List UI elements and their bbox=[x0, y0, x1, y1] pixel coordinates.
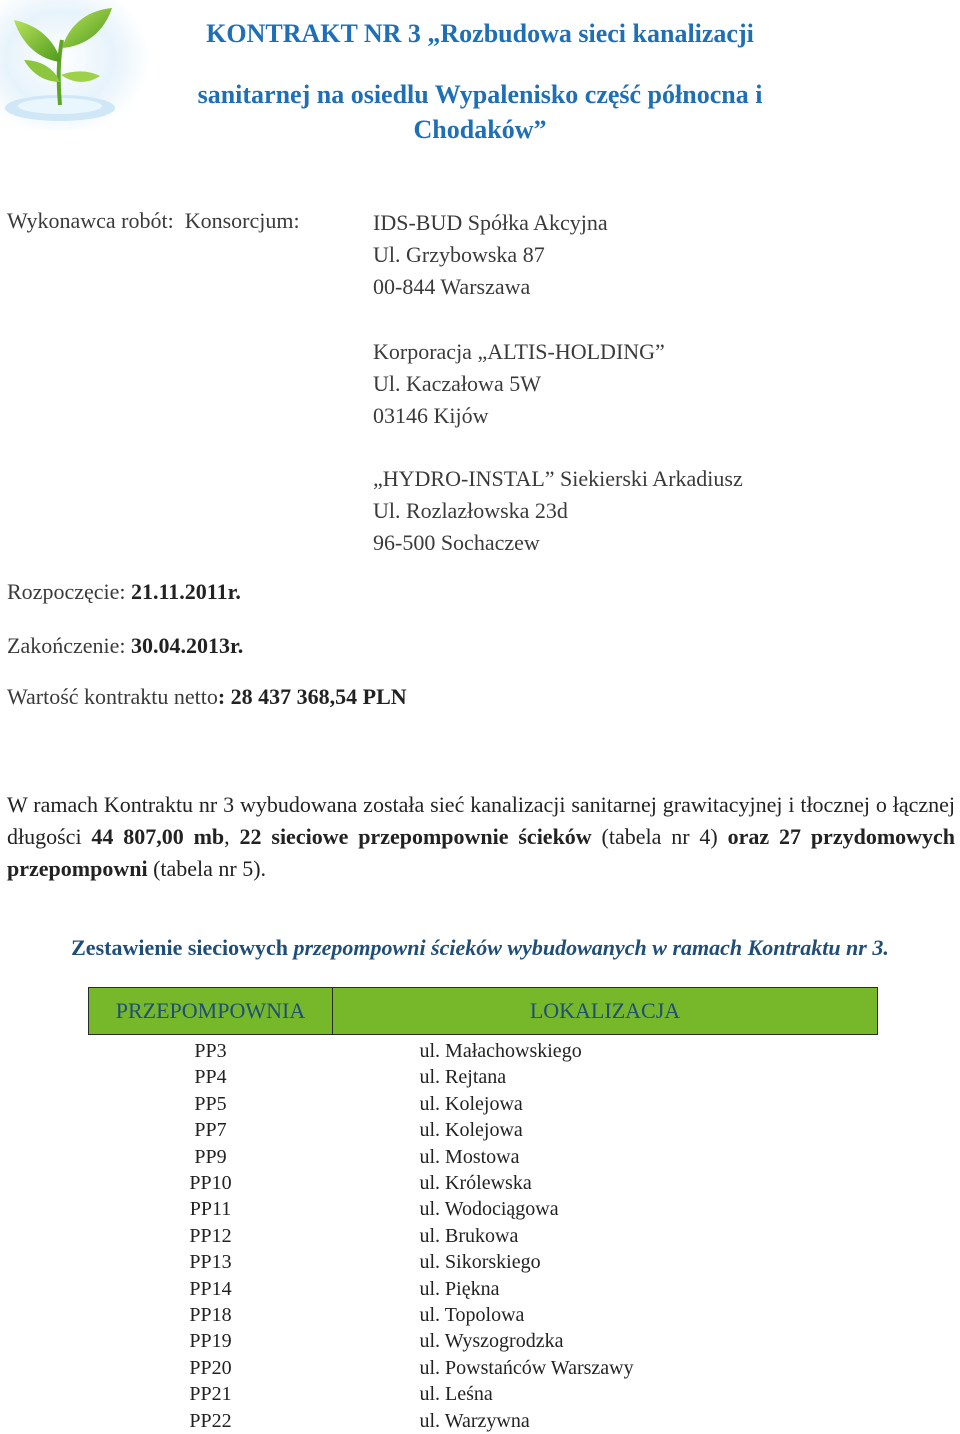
member-1-street: Ul. Grzybowska 87 bbox=[373, 242, 545, 267]
table-row bbox=[89, 1276, 878, 1302]
table-row bbox=[89, 1223, 878, 1249]
description-stations: 22 sieciowe przepompownie ścieków bbox=[239, 824, 592, 849]
contractor-label bbox=[7, 208, 300, 234]
location-cell: ul. Królewska bbox=[419, 1172, 532, 1195]
station-cell: PP19 bbox=[189, 1330, 232, 1353]
station-cell: PP4 bbox=[194, 1066, 227, 1089]
table-row bbox=[89, 1249, 878, 1275]
plant-sprout-logo-icon bbox=[0, 0, 150, 130]
table-row bbox=[89, 1035, 878, 1065]
location-cell: ul. Powstańców Warszawy bbox=[419, 1356, 634, 1379]
description-part4: (tabela nr 5). bbox=[147, 856, 267, 881]
station-cell: PP9 bbox=[194, 1145, 227, 1168]
location-cell: ul. Sikorskiego bbox=[419, 1251, 541, 1274]
table-row bbox=[89, 1064, 878, 1090]
location-cell: ul. Mostowa bbox=[419, 1145, 520, 1168]
consortium-label: Konsorcjum: bbox=[184, 208, 300, 233]
station-cell: PP22 bbox=[189, 1409, 232, 1432]
table-heading-italic: przepompowni ścieków wybudowanych w ramach Kontraktu nr 3. bbox=[293, 935, 889, 960]
contract-value-colon: : bbox=[217, 684, 226, 709]
station-cell: PP12 bbox=[189, 1224, 232, 1247]
column-header-station: PRZEPOMPOWNIA bbox=[89, 988, 333, 1035]
table-row bbox=[89, 1170, 878, 1196]
location-cell: ul. Leśna bbox=[419, 1383, 493, 1406]
table-row bbox=[89, 1355, 878, 1381]
member-2 bbox=[373, 336, 665, 432]
location-cell: ul. Kolejowa bbox=[419, 1092, 523, 1115]
station-cell: PP7 bbox=[194, 1119, 227, 1142]
station-cell: PP11 bbox=[189, 1198, 232, 1221]
contract-value bbox=[7, 684, 407, 710]
member-2-street: Ul. Kaczałowa 5W bbox=[373, 371, 541, 396]
location-cell: ul. Piękna bbox=[419, 1277, 500, 1300]
location-cell: ul. Wodociągowa bbox=[419, 1198, 559, 1221]
column-header-location: LOKALIZACJA bbox=[333, 988, 878, 1035]
description-part3: oraz 27 przydomowych przepompowni bbox=[7, 824, 956, 881]
table-body bbox=[89, 1035, 878, 1434]
end-date bbox=[7, 633, 243, 659]
location-cell: ul. Warzywna bbox=[419, 1409, 530, 1432]
location-cell: ul. Wyszogrodzka bbox=[419, 1330, 564, 1353]
member-2-name: Korporacja „ALTIS-HOLDING” bbox=[373, 339, 665, 364]
table-row bbox=[89, 1381, 878, 1407]
station-cell: PP14 bbox=[189, 1277, 232, 1300]
location-cell: ul. Topolowa bbox=[419, 1304, 525, 1327]
table-row bbox=[89, 1196, 878, 1222]
start-date bbox=[7, 579, 241, 605]
description-sep1: , bbox=[224, 824, 240, 849]
contractor-label-text: Wykonawca robót: bbox=[7, 208, 174, 233]
start-date-label: Rozpoczęcie: bbox=[7, 579, 126, 604]
member-1-name: IDS-BUD Spółka Akcyjna bbox=[373, 210, 608, 235]
title-line-1: KONTRAKT NR 3 „Rozbudowa sieci kanalizacji bbox=[206, 19, 754, 48]
table-row bbox=[89, 1408, 878, 1434]
end-date-label: Zakończenie: bbox=[7, 633, 126, 658]
contract-value-label: Wartość kontraktu netto bbox=[7, 684, 218, 709]
station-cell: PP20 bbox=[189, 1356, 232, 1379]
table-heading bbox=[0, 935, 960, 961]
member-3-street: Ul. Rozlazłowska 23d bbox=[373, 498, 568, 523]
title-line-3: Chodaków” bbox=[413, 115, 547, 144]
member-2-city: 03146 Kijów bbox=[373, 403, 489, 428]
member-3-name: „HYDRO-INSTAL” Siekierski Arkadiusz bbox=[373, 466, 743, 491]
table-row bbox=[89, 1302, 878, 1328]
station-cell: PP13 bbox=[189, 1251, 232, 1274]
location-cell: ul. Rejtana bbox=[419, 1066, 507, 1089]
station-cell: PP18 bbox=[189, 1304, 232, 1327]
table-row bbox=[89, 1328, 878, 1354]
station-cell: PP21 bbox=[189, 1383, 232, 1406]
location-cell: ul. Kolejowa bbox=[419, 1119, 523, 1142]
member-3-city: 96-500 Sochaczew bbox=[373, 530, 540, 555]
location-cell: ul. Brukowa bbox=[419, 1224, 519, 1247]
contract-value-amount: 28 437 368,54 PLN bbox=[230, 684, 407, 709]
end-date-value: 30.04.2013r. bbox=[131, 633, 244, 658]
table-header-row bbox=[89, 988, 878, 1035]
location-cell: ul. Małachowskiego bbox=[419, 1040, 582, 1062]
table-row bbox=[89, 1144, 878, 1170]
description-length: 44 807,00 mb bbox=[91, 824, 225, 849]
description-paragraph bbox=[7, 789, 955, 885]
station-cell: PP3 bbox=[194, 1040, 227, 1062]
station-cell: PP10 bbox=[189, 1172, 232, 1195]
description-part1: W ramach Kontraktu nr 3 wybudowana została sieć kanalizacji sanitarnej grawitacyjnej i tłocznej o łącznej długości bbox=[7, 792, 955, 849]
start-date-value: 21.11.2011r. bbox=[131, 579, 241, 604]
title-line-2: sanitarnej na osiedlu Wypalenisko część północna i bbox=[197, 80, 763, 109]
station-cell: PP5 bbox=[194, 1092, 227, 1115]
member-1-city: 00-844 Warszawa bbox=[373, 274, 531, 299]
table-heading-prefix: Zestawienie sieciowych bbox=[71, 935, 294, 960]
member-3 bbox=[373, 463, 743, 559]
pumping-stations-table bbox=[88, 987, 878, 1434]
description-part2: (tabela nr 4) bbox=[591, 824, 728, 849]
table-row bbox=[89, 1091, 878, 1117]
member-1 bbox=[373, 207, 608, 303]
table-row bbox=[89, 1117, 878, 1143]
